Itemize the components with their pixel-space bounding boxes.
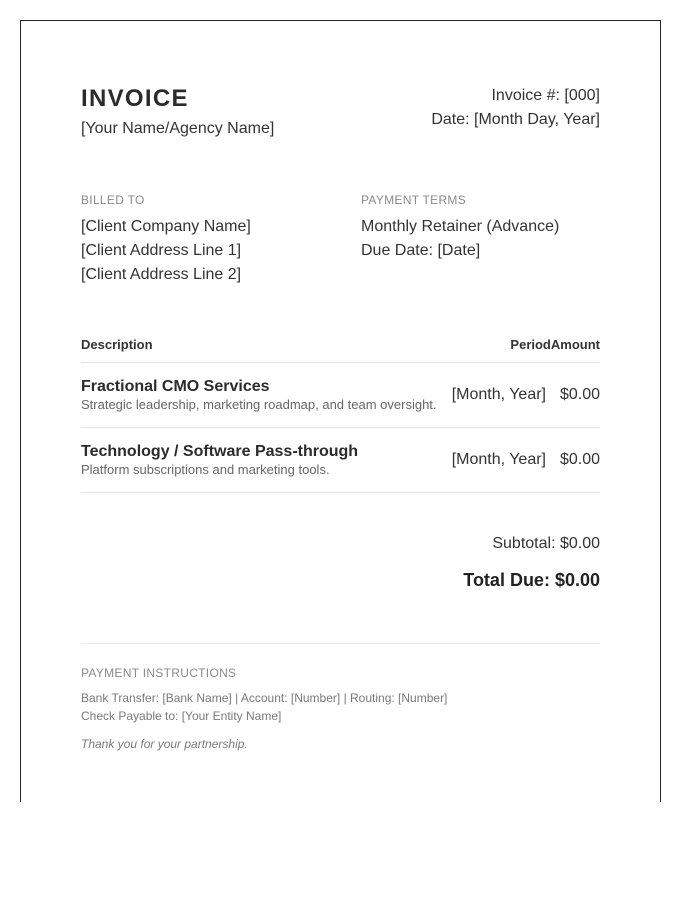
billed-to-lines [81, 215, 351, 287]
payment-terms-lines [361, 215, 601, 263]
footer-divider [81, 643, 600, 644]
payment-due-date: Due Date: [Date] [361, 242, 481, 259]
column-header-period: Period [510, 337, 551, 352]
invoice-date: Date: [Month Day, Year] [431, 111, 600, 128]
client-address-line-2: [Client Address Line 2] [81, 266, 242, 283]
item-amount: $0.00 [559, 451, 600, 468]
column-header-period-amount [510, 337, 600, 352]
column-header-description: Description [81, 337, 153, 352]
bank-transfer-details: Bank Transfer: [Bank Name] | Account: [Number] | Routing: [Number] [81, 691, 448, 705]
total-due: Total Due: $0.00 [463, 570, 600, 590]
payment-terms-label: PAYMENT TERMS [361, 193, 467, 207]
item-title: Technology / Software Pass-through [81, 443, 359, 460]
totals-block [463, 534, 600, 591]
item-description: Strategic leadership, marketing roadmap, and team oversight. [81, 397, 437, 412]
item-description: Platform subscriptions and marketing tools. [81, 462, 330, 477]
sender-name: [Your Name/Agency Name] [81, 120, 275, 137]
invoice-title: INVOICE [81, 85, 189, 112]
item-title: Fractional CMO Services [81, 378, 270, 395]
item-period: [Month, Year] [451, 451, 546, 468]
invoice-meta [431, 84, 600, 132]
billed-to-label: BILLED TO [81, 193, 145, 207]
client-address-line-1: [Client Address Line 1] [81, 242, 242, 259]
payment-instructions-label: PAYMENT INSTRUCTIONS [81, 666, 237, 680]
thank-you-note: Thank you for your partnership. [81, 737, 248, 751]
payment-terms-block [361, 192, 601, 263]
table-row [81, 428, 600, 493]
item-period: [Month, Year] [451, 386, 546, 403]
invoice-number: Invoice #: [000] [491, 87, 600, 104]
line-items-table [81, 336, 600, 493]
invoice-page [20, 20, 661, 802]
billed-to-block [81, 192, 351, 287]
table-row [81, 363, 600, 428]
check-payable-details: Check Payable to: [Your Entity Name] [81, 709, 282, 723]
client-company-name: [Client Company Name] [81, 218, 251, 235]
column-header-amount: Amount [550, 337, 600, 352]
table-header [81, 336, 600, 363]
payment-instructions-lines [81, 689, 447, 725]
payment-instructions-block [81, 665, 447, 752]
item-amount: $0.00 [559, 386, 600, 403]
subtotal: Subtotal: $0.00 [492, 535, 600, 552]
payment-terms-type: Monthly Retainer (Advance) [361, 218, 560, 235]
